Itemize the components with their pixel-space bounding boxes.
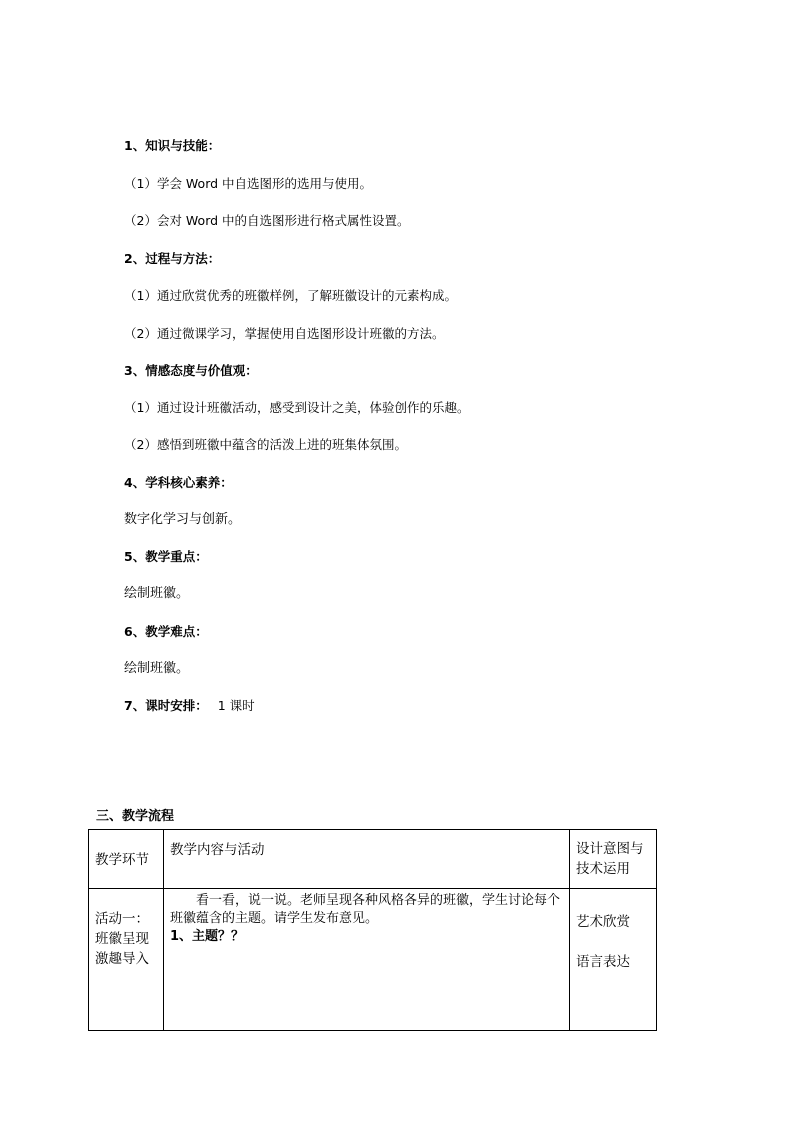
heading-core-literacy: 4、学科核心素养： [124,475,233,490]
schedule-line [124,698,255,714]
teaching-flow-title: 三、教学流程 [96,809,175,824]
heading-difficulties: 6、教学难点： [124,624,208,639]
knowledge-item-1: （1）学会 Word 中自选图形的选用与使用。 [124,176,373,191]
intent-language-expression: 语言表达 [576,954,630,970]
heading-attitude-values: 3、情感态度与价值观： [124,363,258,378]
schedule-label: 7、课时安排： [124,698,208,713]
attitude-item-2: （2）感悟到班徽中蕴含的活泼上进的班集体氛围。 [124,437,407,452]
intent-art-appreciation: 艺术欣赏 [576,914,630,930]
table-header-row [89,830,657,889]
row-intent [570,889,657,1031]
row-stage: 活动一：班徽呈现激趣导入 [89,889,164,1031]
knowledge-item-2: （2）会对 Word 中的自选图形进行格式属性设置。 [124,213,410,228]
difficulties-text: 绘制班徽。 [124,661,190,676]
core-literacy-text: 数字化学习与创新。 [124,512,242,527]
heading-key-points: 5、教学重点： [124,549,208,564]
header-stage: 教学环节 [89,830,164,889]
row-content [164,889,570,1031]
schedule-value: 1 课时 [217,698,255,713]
teaching-flow-table [88,829,657,1031]
process-item-2: （2）通过微课学习，掌握使用自选图形设计班徽的方法。 [124,326,445,341]
header-content: 教学内容与活动 [164,830,570,889]
header-intent: 设计意图与技术运用 [570,830,657,889]
process-item-1: （1）通过欣赏优秀的班徽样例，了解班徽设计的元素构成。 [124,288,457,303]
key-points-text: 绘制班徽。 [124,586,190,601]
heading-knowledge-skills: 1、知识与技能： [124,138,221,153]
attitude-item-1: （1）通过设计班徽活动，感受到设计之美，体验创作的乐趣。 [124,400,470,415]
activity-paragraph: 看一看，说一说。老师呈现各种风格各异的班徽，学生讨论每个班徽蕴含的主题。请学生发布意见。 [170,893,561,926]
activity-item-theme: 1、主题？？ [170,929,245,944]
heading-process-methods: 2、过程与方法： [124,251,221,266]
table-row [89,889,657,1031]
